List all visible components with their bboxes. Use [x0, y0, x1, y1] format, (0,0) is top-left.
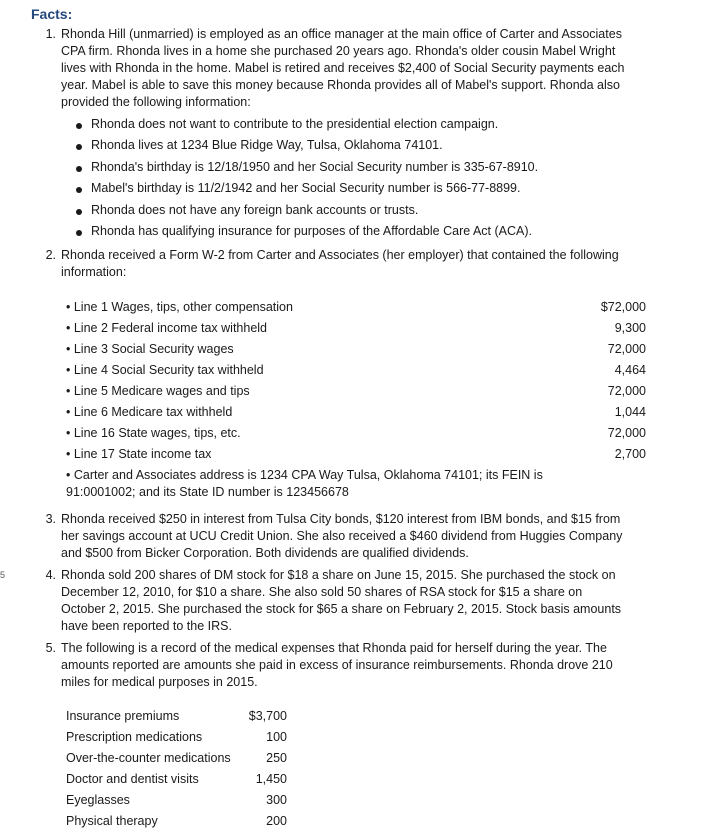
w2-row-label: • Line 4 Social Security tax withheld [66, 363, 264, 377]
medical-row-value: $3,700 [248, 709, 287, 723]
bullet-dot [76, 187, 82, 193]
fact-5-line: miles for medical purposes in 2015. [61, 675, 258, 689]
w2-row-value: 72,000 [607, 384, 646, 398]
fact-2-paragraph [61, 247, 661, 281]
medical-row-value: 300 [266, 793, 287, 807]
fact-4-line: have been reported to the IRS. [61, 619, 232, 633]
medical-row-value: 1,450 [255, 772, 287, 786]
fact-1-bullet: Rhonda does not have any foreign bank accounts or trusts. [91, 203, 419, 217]
page-edge-mark: 5 [0, 570, 6, 580]
w2-row-label: • Line 3 Social Security wages [66, 342, 234, 356]
bullet-dot [76, 230, 82, 236]
fact-4-line: October 2, 2015. She purchased the stock for $65 a share on February 2, 2015. Stock basis amounts [61, 602, 622, 616]
w2-row-value: $72,000 [600, 300, 646, 314]
medical-row-label: Insurance premiums [66, 709, 180, 723]
fact-5-line: amounts reported are amounts she paid in excess of insurance reimbursements. Rhonda drove 210 [61, 658, 613, 672]
w2-row-value: 9,300 [614, 321, 646, 335]
fact-1-bullet: Rhonda lives at 1234 Blue Ridge Way, Tulsa, Oklahoma 74101. [91, 138, 443, 152]
medical-row-label: Eyeglasses [66, 793, 130, 807]
fact-1-bullet: Rhonda has qualifying insurance for purposes of the Affordable Care Act (ACA). [91, 224, 532, 238]
w2-row-value: 2,700 [614, 447, 646, 461]
fact-1-line: Rhonda Hill (unmarried) is employed as an office manager at the main office of Carter and Associates [61, 27, 622, 41]
fact-2-line: Rhonda received a Form W-2 from Carter and Associates (her employer) that contained the following [61, 248, 619, 262]
fact-1-paragraph [61, 26, 661, 111]
facts-heading: Facts: [31, 6, 73, 22]
medical-row-value: 250 [266, 751, 287, 765]
medical-row-label: Prescription medications [66, 730, 203, 744]
fact-1-bullet: Rhonda does not want to contribute to the presidential election campaign. [91, 117, 499, 131]
medical-row-value: 200 [266, 814, 287, 828]
fact-1-line: provided the following information: [61, 95, 251, 109]
w2-row-value: 1,044 [614, 405, 646, 419]
fact-1-line: CPA firm. Rhonda lives in a home she purchased 20 years ago. Rhonda's older cousin Mabel Wright [61, 44, 616, 58]
fact-3-line: Rhonda received $250 in interest from Tulsa City bonds, $120 interest from IBM bonds, and $15 from [61, 512, 621, 526]
w2-row-label: • Line 6 Medicare tax withheld [66, 405, 233, 419]
fact-1-bullet: Mabel's birthday is 11/2/1942 and her Social Security number is 566-77-8899. [91, 181, 521, 195]
w2-row-label: • Line 17 State income tax [66, 447, 212, 461]
fact-1-line: lives with Rhonda in the home. Mabel is retired and receives $2,400 of Social Security payments each [61, 61, 625, 75]
bullet-dot [76, 144, 82, 150]
fact-1-number: 1. [45, 27, 56, 41]
fact-5-number: 5. [45, 641, 56, 655]
w2-row-label: • Line 16 State wages, tips, etc. [66, 426, 241, 440]
fact-4-number: 4. [45, 568, 56, 582]
fact-5-line: The following is a record of the medical expenses that Rhonda paid for herself during the year. The [61, 641, 607, 655]
fact-1-bullet: Rhonda's birthday is 12/18/1950 and her Social Security number is 335-67-8910. [91, 160, 539, 174]
w2-employer-note [66, 467, 666, 501]
bullet-dot [76, 166, 82, 172]
fact-3-line: her savings account at UCU Credit Union. She also received a $460 dividend from Huggies Company [61, 529, 623, 543]
w2-row-label: • Line 1 Wages, tips, other compensation [66, 300, 293, 314]
medical-row-label: Over-the-counter medications [66, 751, 231, 765]
w2-note-line: • Carter and Associates address is 1234 CPA Way Tulsa, Oklahoma 74101; its FEIN is [66, 468, 543, 482]
medical-row-label: Doctor and dentist visits [66, 772, 199, 786]
fact-4-paragraph [61, 567, 661, 635]
fact-1-line: year. Mabel is able to save this money because Rhonda provides all of Mabel's support. Rhonda also [61, 78, 620, 92]
fact-2-number: 2. [45, 248, 56, 262]
w2-row-label: • Line 2 Federal income tax withheld [66, 321, 268, 335]
fact-3-line: and $500 from Bicker Corporation. Both dividends are qualified dividends. [61, 546, 469, 560]
fact-5-paragraph [61, 640, 661, 691]
medical-row-label: Physical therapy [66, 814, 158, 828]
fact-3-number: 3. [45, 512, 56, 526]
w2-row-value: 72,000 [607, 342, 646, 356]
medical-row-value: 100 [266, 730, 287, 744]
fact-4-line: December 12, 2010, for $10 a share. She also sold 50 shares of RSA stock for $15 a share on [61, 585, 583, 599]
w2-note-line: 91:0001002; and its State ID number is 123456678 [66, 485, 349, 499]
fact-2-line: information: [61, 265, 127, 279]
fact-3-paragraph [61, 511, 661, 562]
w2-row-label: • Line 5 Medicare wages and tips [66, 384, 250, 398]
fact-4-line: Rhonda sold 200 shares of DM stock for $18 a share on June 15, 2015. She purchased the stock on [61, 568, 616, 582]
w2-row-value: 72,000 [607, 426, 646, 440]
bullet-dot [76, 209, 82, 215]
w2-row-value: 4,464 [614, 363, 646, 377]
bullet-dot [76, 123, 82, 129]
